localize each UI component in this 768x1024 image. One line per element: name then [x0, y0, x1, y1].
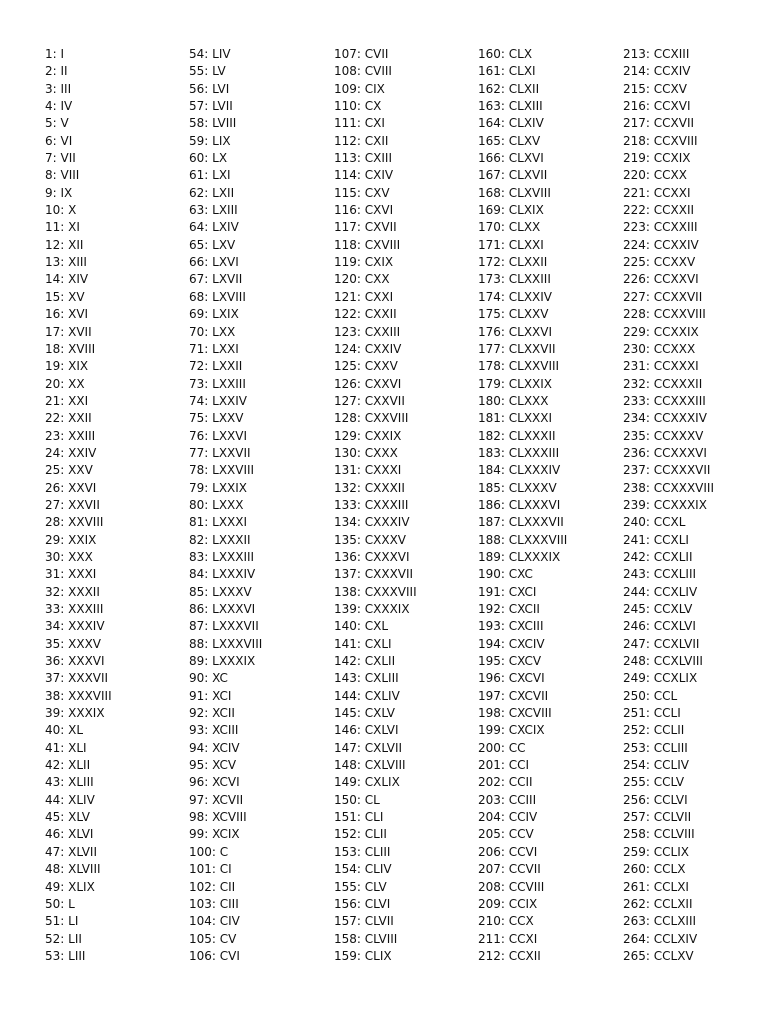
numeral-entry: 213: CCXIII	[623, 47, 690, 61]
numeral-entry: 108: CVIII	[334, 64, 392, 79]
numeral-entry: 54: LIV	[189, 47, 231, 61]
numeral-entry: 206: CCVI	[478, 844, 538, 859]
numeral-entry: 244: CCXLIV	[623, 584, 698, 599]
numeral-entry: 95: XCV	[189, 758, 237, 773]
numeral-entry: 156: CLVI	[334, 896, 391, 911]
numeral-entry: 106: CVI	[189, 948, 240, 963]
numeral-entry: 25: XXV	[45, 463, 93, 478]
numeral-entry: 112: CXII	[334, 133, 389, 148]
numeral-entry: 96: XCVI	[189, 775, 240, 790]
numeral-entry: 79: LXXIX	[189, 480, 248, 495]
column-3	[334, 46, 479, 965]
numeral-entry: 101: CI	[189, 862, 232, 877]
numeral-entry: 234: CCXXXIV	[623, 411, 707, 426]
numeral-entry: 45: XLV	[45, 810, 90, 825]
numeral-entry: 105: CV	[189, 931, 237, 946]
numeral-entry: 161: CLXI	[478, 64, 536, 79]
numeral-entry: 52: LII	[45, 931, 82, 946]
numeral-entry: 15: XV	[45, 289, 85, 304]
numeral-entry: 242: CCXLII	[623, 549, 693, 564]
numeral-entry: 179: CLXXIX	[478, 376, 553, 391]
numeral-entry: 124: CXXIV	[334, 341, 402, 356]
numeral-entry: 220: CCXX	[623, 168, 687, 183]
numeral-entry: 259: CCLIX	[623, 844, 689, 859]
numeral-entry: 90: XC	[189, 671, 228, 686]
numeral-entry: 188: CLXXXVIII	[478, 532, 568, 547]
numeral-entry: 184: CLXXXIV	[478, 463, 561, 478]
numeral-entry: 251: CCLI	[623, 706, 681, 721]
numeral-entry: 166: CLXVI	[478, 151, 544, 166]
numeral-entry: 32: XXXII	[45, 584, 100, 599]
numeral-entry: 143: CXLIII	[334, 671, 399, 686]
numeral-entry: 40: XL	[45, 723, 84, 738]
numeral-entry: 185: CLXXXV	[478, 480, 557, 495]
numeral-entry: 172: CLXXII	[478, 255, 548, 270]
numeral-entry: 94: XCIV	[189, 740, 240, 755]
numeral-entry: 65: LXV	[189, 237, 236, 252]
numeral-entry: 122: CXXII	[334, 307, 397, 322]
numeral-entry: 84: LXXXIV	[189, 567, 256, 582]
numeral-entry: 78: LXXVIII	[189, 463, 255, 478]
numeral-entry: 24: XXIV	[45, 445, 97, 460]
numeral-entry: 129: CXXIX	[334, 428, 402, 443]
numeral-entry: 178: CLXXVIII	[478, 359, 560, 374]
numeral-entry: 136: CXXXVI	[334, 549, 410, 564]
numeral-entry: 145: CXLV	[334, 706, 395, 721]
numeral-entry: 149: CXLIX	[334, 775, 400, 790]
numeral-entry: 208: CCVIII	[478, 879, 545, 894]
numeral-entry: 193: CXCIII	[478, 619, 544, 634]
numeral-entry: 237: CCXXXVII	[623, 463, 711, 478]
numeral-entry: 67: LXVII	[189, 272, 243, 287]
numeral-entry: 71: LXXI	[189, 341, 239, 356]
numeral-entry: 34: XXXIV	[45, 619, 105, 634]
numeral-entry: 257: CCLVII	[623, 810, 692, 825]
numeral-entry: 80: LXXX	[189, 497, 244, 512]
numeral-entry: 249: CCXLIX	[623, 671, 698, 686]
numeral-entry: 109: CIX	[334, 81, 385, 96]
numeral-entry: 115: CXV	[334, 185, 390, 200]
numeral-entry: 173: CLXXIII	[478, 272, 551, 287]
numeral-entry: 243: CCXLIII	[623, 567, 697, 582]
numeral-entry: 142: CXLII	[334, 654, 396, 669]
numeral-entry: 217: CCXVII	[623, 116, 695, 131]
numeral-entry: 232: CCXXXII	[623, 376, 703, 391]
numeral-entry: 36: XXXVI	[45, 654, 105, 669]
numeral-entry: 151: CLI	[334, 810, 384, 825]
numeral-entry: 245: CCXLV	[623, 602, 693, 616]
numeral-entry: 126: CXXVI	[334, 376, 402, 391]
numeral-entry: 212: CCXII	[478, 948, 541, 963]
numeral-entry: 153: CLIII	[334, 844, 391, 859]
numeral-entry: 164: CLXIV	[478, 116, 544, 131]
numeral-entry: 47: XLVII	[45, 844, 98, 859]
numeral-entry: 246: CCXLVI	[623, 619, 696, 634]
numeral-entry: 5: V	[45, 116, 69, 131]
numeral-entry: 152: CLII	[334, 827, 387, 842]
numeral-entry: 131: CXXXI	[334, 463, 402, 478]
numeral-entry: 231: CCXXXI	[623, 359, 699, 374]
numeral-entry: 75: LXXV	[189, 411, 244, 426]
numeral-entry: 2: II	[45, 64, 68, 79]
numeral-entry: 226: CCXXVI	[623, 272, 699, 287]
numeral-entry: 203: CCIII	[478, 792, 537, 807]
numeral-entry: 6: VI	[45, 133, 73, 148]
numeral-entry: 97: XCVII	[189, 792, 244, 807]
numeral-entry: 165: CLXV	[478, 133, 541, 148]
numeral-entry: 29: XXIX	[45, 532, 97, 547]
numeral-entry: 157: CLVII	[334, 914, 394, 929]
numeral-entry: 170: CLXX	[478, 220, 541, 235]
numeral-entry: 236: CCXXXVI	[623, 445, 707, 460]
numeral-entry: 66: LXVI	[189, 255, 239, 270]
numeral-entry: 256: CCLVI	[623, 792, 688, 807]
numeral-entry: 43: XLIII	[45, 775, 94, 790]
numeral-entry: 190: CXC	[478, 567, 533, 582]
numeral-entry: 133: CXXXIII	[334, 497, 409, 512]
numeral-entry: 264: CCLXIV	[623, 931, 698, 946]
numeral-entry: 199: CXCIX	[478, 723, 545, 738]
numeral-entry: 138: CXXXVIII	[334, 584, 417, 599]
numeral-entry: 93: XCIII	[189, 723, 239, 738]
numeral-entry: 200: CC	[478, 740, 526, 755]
numeral-entry: 8: VIII	[45, 168, 80, 183]
numeral-entry: 215: CCXV	[623, 81, 687, 96]
numeral-entry: 86: LXXXVI	[189, 602, 256, 616]
numeral-entry: 102: CII	[189, 879, 236, 894]
numeral-entry: 265: CCLXV	[623, 948, 694, 963]
numeral-entry: 123: CXXIII	[334, 324, 401, 339]
numeral-entry: 51: LI	[45, 914, 79, 929]
numeral-entry: 225: CCXXV	[623, 255, 696, 270]
numeral-entry: 134: CXXXIV	[334, 515, 410, 530]
numeral-entry: 205: CCV	[478, 827, 534, 842]
numeral-entry: 163: CLXIII	[478, 99, 543, 114]
numeral-entry: 230: CCXXX	[623, 341, 696, 356]
numeral-entry: 64: LXIV	[189, 220, 239, 235]
numeral-entry: 140: CXL	[334, 619, 389, 634]
numeral-entry: 53: LIII	[45, 948, 86, 963]
numeral-entry: 248: CCXLVIII	[623, 654, 703, 669]
numeral-entry: 83: LXXXIII	[189, 549, 255, 564]
numeral-entry: 57: LVII	[189, 99, 233, 114]
numeral-entry: 158: CLVIII	[334, 931, 398, 946]
numeral-entry: 37: XXXVII	[45, 671, 109, 686]
numeral-entry: 233: CCXXXIII	[623, 393, 706, 408]
numeral-entry: 119: CXIX	[334, 255, 394, 270]
numeral-entry: 59: LIX	[189, 133, 231, 148]
numeral-entry: 194: CXCIV	[478, 636, 545, 651]
numeral-entry: 73: LXXIII	[189, 376, 246, 391]
numeral-entry: 69: LXIX	[189, 307, 239, 322]
numeral-entry: 159: CLIX	[334, 948, 392, 963]
numeral-entry: 141: CXLI	[334, 636, 392, 651]
numeral-entry: 113: CXIII	[334, 151, 392, 166]
numeral-entry: 76: LXXVI	[189, 428, 248, 443]
numeral-entry: 186: CLXXXVI	[478, 497, 561, 512]
numeral-entry: 48: XLVIII	[45, 862, 101, 877]
numeral-entry: 12: XII	[45, 237, 84, 252]
column-5	[623, 46, 768, 965]
numeral-entry: 9: IX	[45, 185, 73, 200]
numeral-entry: 14: XIV	[45, 272, 89, 287]
numeral-entry: 27: XXVII	[45, 497, 100, 512]
numeral-entry: 60: LX	[189, 151, 228, 166]
numeral-entry: 216: CCXVI	[623, 99, 691, 114]
numeral-entry: 240: CCXL	[623, 515, 686, 530]
numeral-entry: 17: XVII	[45, 324, 92, 339]
numeral-entry: 222: CCXXII	[623, 203, 695, 218]
numeral-entry: 241: CCXLI	[623, 532, 689, 547]
numeral-entry: 254: CCLIV	[623, 758, 689, 773]
numeral-entry: 139: CXXXIX	[334, 602, 410, 616]
numeral-entry: 103: CIII	[189, 896, 239, 911]
numeral-entry: 98: XCVIII	[189, 810, 247, 825]
numeral-entry: 144: CXLIV	[334, 688, 400, 703]
numeral-entry: 1: I	[45, 47, 65, 61]
numeral-entry: 252: CCLII	[623, 723, 685, 738]
numeral-entry: 3: III	[45, 81, 72, 96]
numeral-entry: 132: CXXXII	[334, 480, 405, 495]
numeral-entry: 207: CCVII	[478, 862, 541, 877]
numeral-entry: 150: CL	[334, 792, 380, 807]
numeral-entry: 114: CXIV	[334, 168, 394, 183]
numeral-entry: 229: CCXXIX	[623, 324, 699, 339]
numeral-entry: 148: CXLVIII	[334, 758, 406, 773]
numeral-entry: 227: CCXXVII	[623, 289, 703, 304]
numeral-entry: 167: CLXVII	[478, 168, 548, 183]
numeral-entry: 211: CCXI	[478, 931, 538, 946]
numeral-entry: 88: LXXXVIII	[189, 636, 263, 651]
numeral-entry: 77: LXXVII	[189, 445, 251, 460]
numeral-entry: 58: LVIII	[189, 116, 237, 131]
numeral-entry: 195: CXCV	[478, 654, 542, 669]
numeral-entry: 116: CXVI	[334, 203, 394, 218]
numeral-entry: 258: CCLVIII	[623, 827, 695, 842]
numeral-entry: 154: CLIV	[334, 862, 392, 877]
numeral-entry: 107: CVII	[334, 47, 389, 61]
numeral-entry: 146: CXLVI	[334, 723, 399, 738]
numeral-entry: 30: XXX	[45, 549, 93, 564]
numeral-entry: 111: CXI	[334, 116, 385, 131]
numeral-entry: 13: XIII	[45, 255, 87, 270]
numeral-entry: 87: LXXXVII	[189, 619, 259, 634]
numeral-entry: 118: CXVIII	[334, 237, 401, 252]
numeral-entry: 187: CLXXXVII	[478, 515, 564, 530]
numeral-entry: 228: CCXXVIII	[623, 307, 706, 322]
numeral-entry: 197: CXCVII	[478, 688, 549, 703]
numeral-entry: 81: LXXXI	[189, 515, 248, 530]
numeral-entry: 247: CCXLVII	[623, 636, 700, 651]
numeral-entry: 169: CLXIX	[478, 203, 544, 218]
numeral-entry: 70: LXX	[189, 324, 236, 339]
numeral-entry: 127: CXXVII	[334, 393, 405, 408]
numeral-entry: 171: CLXXI	[478, 237, 544, 252]
numeral-entry: 224: CCXXIV	[623, 237, 699, 252]
column-2	[189, 46, 334, 965]
numeral-entry: 262: CCLXII	[623, 896, 693, 911]
column-4	[478, 46, 623, 965]
numeral-entry: 31: XXXI	[45, 567, 97, 582]
numeral-entry: 204: CCIV	[478, 810, 538, 825]
numeral-entry: 219: CCXIX	[623, 151, 691, 166]
numeral-entry: 50: L	[45, 896, 75, 911]
numeral-entry: 99: XCIX	[189, 827, 240, 842]
numeral-entry: 189: CLXXXIX	[478, 549, 561, 564]
column-1	[45, 46, 190, 965]
numeral-entry: 82: LXXXII	[189, 532, 251, 547]
numeral-entry: 260: CCLX	[623, 862, 686, 877]
numeral-entry: 7: VII	[45, 151, 76, 166]
numeral-entry: 92: XCII	[189, 706, 235, 721]
numeral-entry: 19: XIX	[45, 359, 89, 374]
numeral-entry: 63: LXIII	[189, 203, 238, 218]
numeral-entry: 72: LXXII	[189, 359, 243, 374]
numeral-entry: 192: CXCII	[478, 602, 540, 616]
numeral-entry: 89: LXXXIX	[189, 654, 256, 669]
numeral-entry: 175: CLXXV	[478, 307, 549, 322]
numeral-entry: 162: CLXII	[478, 81, 540, 96]
numeral-entry: 21: XXI	[45, 393, 89, 408]
numeral-entry: 68: LXVIII	[189, 289, 246, 304]
numeral-entry: 223: CCXXIII	[623, 220, 698, 235]
numeral-entry: 182: CLXXXII	[478, 428, 556, 443]
numeral-entry: 238: CCXXXVIII	[623, 480, 715, 495]
numeral-entry: 214: CCXIV	[623, 64, 691, 79]
numeral-entry: 33: XXXIII	[45, 602, 104, 616]
numeral-entry: 85: LXXXV	[189, 584, 252, 599]
numeral-entry: 181: CLXXXI	[478, 411, 553, 426]
numeral-entry: 16: XVI	[45, 307, 89, 322]
numeral-entry: 10: X	[45, 203, 77, 218]
numeral-entry: 117: CXVII	[334, 220, 397, 235]
numeral-entry: 221: CCXXI	[623, 185, 691, 200]
numeral-entry: 176: CLXXVI	[478, 324, 553, 339]
numeral-entry: 177: CLXXVII	[478, 341, 556, 356]
numeral-entry: 18: XVIII	[45, 341, 96, 356]
numeral-entry: 253: CCLIII	[623, 740, 688, 755]
numeral-entry: 110: CX	[334, 99, 382, 114]
numeral-entry: 46: XLVI	[45, 827, 94, 842]
numeral-entry: 147: CXLVII	[334, 740, 403, 755]
numeral-entry: 55: LV	[189, 64, 226, 79]
numeral-entry: 196: CXCVI	[478, 671, 545, 686]
numeral-entry: 100: C	[189, 844, 229, 859]
numeral-entry: 61: LXI	[189, 168, 231, 183]
numeral-entry: 23: XXIII	[45, 428, 96, 443]
numeral-entry: 44: XLIV	[45, 792, 95, 807]
numeral-entry: 38: XXXVIII	[45, 688, 112, 703]
numeral-entry: 255: CCLV	[623, 775, 685, 790]
numeral-entry: 183: CLXXXIII	[478, 445, 560, 460]
numeral-entry: 121: CXXI	[334, 289, 394, 304]
numeral-entry: 26: XXVI	[45, 480, 97, 495]
numeral-entry: 209: CCIX	[478, 896, 538, 911]
numeral-entry: 56: LVI	[189, 81, 230, 96]
numeral-entry: 125: CXXV	[334, 359, 398, 374]
numeral-entry: 28: XXVIII	[45, 515, 104, 530]
numeral-entry: 74: LXXIV	[189, 393, 248, 408]
numeral-entry: 39: XXXIX	[45, 706, 105, 721]
numeral-entry: 201: CCI	[478, 758, 530, 773]
numeral-entry: 104: CIV	[189, 914, 240, 929]
numeral-entry: 20: XX	[45, 376, 85, 391]
numeral-entry: 174: CLXXIV	[478, 289, 553, 304]
numeral-entry: 137: CXXXVII	[334, 567, 414, 582]
numeral-entry: 160: CLX	[478, 47, 533, 61]
numeral-entry: 120: CXX	[334, 272, 390, 287]
numeral-entry: 198: CXCVIII	[478, 706, 552, 721]
numeral-entry: 41: XLI	[45, 740, 87, 755]
numeral-entry: 62: LXII	[189, 185, 235, 200]
numeral-entry: 91: XCI	[189, 688, 232, 703]
numeral-entry: 22: XXII	[45, 411, 92, 426]
numeral-entry: 35: XXXV	[45, 636, 101, 651]
numeral-entry: 261: CCLXI	[623, 879, 689, 894]
numeral-entry: 191: CXCI	[478, 584, 537, 599]
numeral-entry: 218: CCXVIII	[623, 133, 698, 148]
numeral-entry: 210: CCX	[478, 914, 534, 929]
numeral-entry: 49: XLIX	[45, 879, 95, 894]
numeral-entry: 11: XI	[45, 220, 80, 235]
numeral-entry: 155: CLV	[334, 879, 387, 894]
numeral-entry: 135: CXXXV	[334, 532, 407, 547]
numeral-entry: 263: CCLXIII	[623, 914, 697, 929]
numeral-entry: 4: IV	[45, 99, 73, 114]
numeral-entry: 202: CCII	[478, 775, 533, 790]
numeral-entry: 239: CCXXXIX	[623, 497, 707, 512]
numeral-entry: 42: XLII	[45, 758, 91, 773]
numeral-entry: 235: CCXXXV	[623, 428, 704, 443]
numeral-entry: 128: CXXVIII	[334, 411, 409, 426]
numeral-entry: 250: CCL	[623, 688, 678, 703]
numeral-entry: 180: CLXXX	[478, 393, 549, 408]
numeral-entry: 168: CLXVIII	[478, 185, 551, 200]
numeral-entry: 130: CXXX	[334, 445, 398, 460]
